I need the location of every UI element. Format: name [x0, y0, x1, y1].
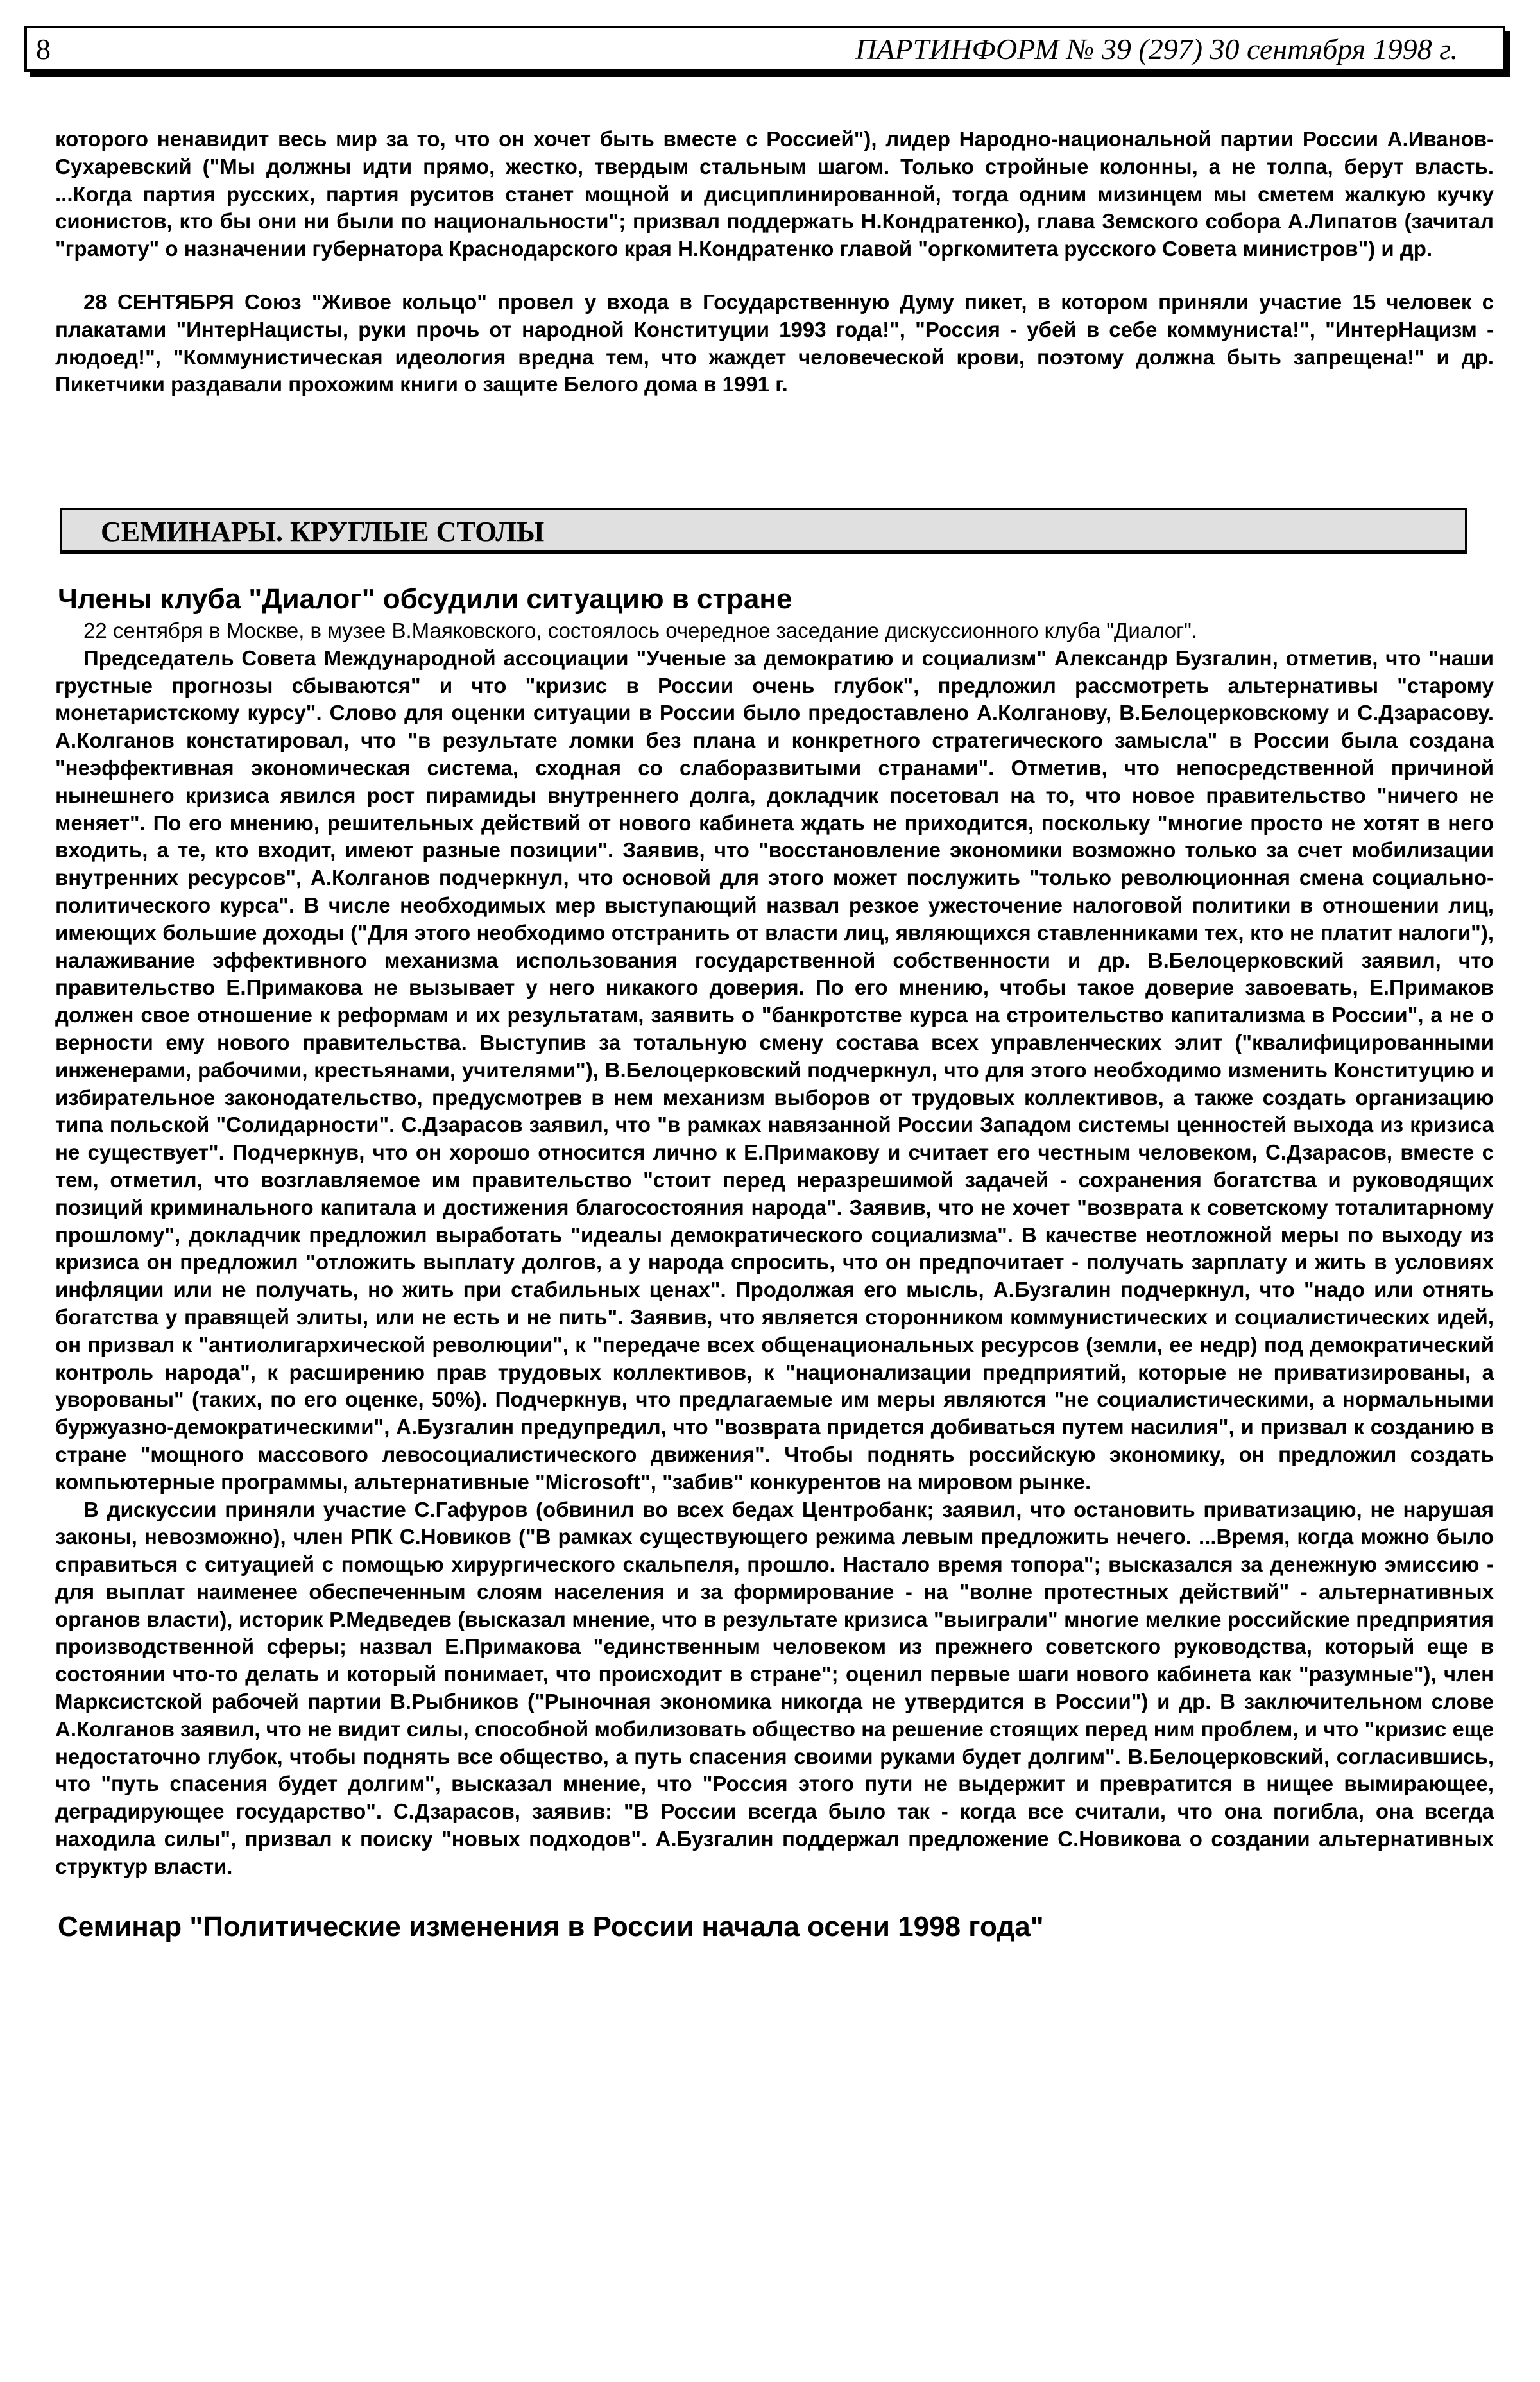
paragraph: 28 СЕНТЯБРЯ Союз "Живое кольцо" провел у входа в Государственную Думу пикет, в котором приняли участие 15 человек с плакатами "ИнтерНацисты, руки прочь от народной Конституции 1993 года!", "Россия - убей в себе коммуниста!", "ИнтерНацизм - людоед!", "Коммунистическая идеология вредна тем, что жаждет человеческой крови, поэтому должна быть запрещена!" и др. Пикетчики раздавали прохожим книги о защите Белого дома в 1991 г. [55, 289, 1494, 397]
paragraph: которого ненавидит весь мир за то, что он хочет быть вместе с Россией"), лидер Народно-национальной партии России А.Иванов-Сухаревский ("Мы должны идти прямо, жестко, твердым стальным шагом. Только стройные колонны, а не толпа, берут власть. ...Когда партия русских, партия руситов станет мощной и дисциплинированной, тогда одним мизинцем мы сметем жалкую кучку сионистов, кто бы они ни были по национальности"; призвал поддержать Н.Кондратенко), глава Земского собора А.Липатов (зачитал "грамоту" о назначении губернатора Краснодарского края Н.Кондратенко главой "оргкомитета русского Совета министров") и др. [55, 127, 1494, 261]
article-lead: 22 сентября в Москве, в музее В.Маяковского, состоялось очередное заседание дискуссионного клуба "Диалог". [83, 619, 1198, 642]
section-banner [60, 508, 1467, 554]
issue-info: ПАРТИНФОРМ № 39 (297) 30 сентября 1998 г. [855, 33, 1458, 65]
paragraph: Председатель Совета Международной ассоциации "Ученые за демократию и социализм" Александр Бузгалин, отметив, что "наши грустные прогнозы сбываются" и что "кризис в России очень глубок", предложил рассмотреть альтернативы "старому монетаристскому курсу". Слово для оценки ситуации в России было предоставлено А.Колганову, В.Белоцерковскому и С.Дзарасову. А.Колганов констатировал, что "в результате ломки без плана и конкретного стратегического замысла" в России была создана "неэффективная экономическая система, сходная со слаборазвитыми странами". Отметив, что непосредственной причиной нынешнего кризиса явился рост пирамиды внутреннего долга, докладчик посетовал на то, что новое правительство "ничего не меняет". По его мнению, решительных действий от нового кабинета ждать не приходится, поскольку "многие просто не хотят в него входить, а те, кто входит, имеют разные позиции". Заявив, что "восстановление экономики возможно только за счет мобилизации внутренних ресурсов", А.Колганов подчеркнул, что основой для этого может послужить "только революционная смена социально-политического курса". В числе необходимых мер выступающий назвал резкое ужесточение налоговой политики в отношении лиц, имеющих большие доходы ("Для этого необходимо отстранить от власти лиц, являющихся ставленниками тех, кто не платит налоги"), налаживание эффективного механизма использования государственной собственности и др. В.Белоцерковский заявил, что правительство Е.Примакова не вызывает у него никакого доверия. По его мнению, чтобы такое доверие завоевать, Е.Примаков должен свое отношение к реформам и их результатам, заявить о "банкротстве курса на строительство капитализма в России", а не о верности ему нового правительства. Выступив за тотальную смену состава всех управленческих элит ("квалифицированными инженерами, рабочими, крестьянами, учителями"), В.Белоцерковский подчеркнул, что для этого необходимо изменить Конституцию и избирательное законодательство, предусмотрев в нем механизм выборов от трудовых коллективов, а также создать организацию типа польской "Солидарности". С.Дзарасов заявил, что "в рамках навязанной России Западом системы ценностей выхода из кризиса не существует". Подчеркнув, что он хорошо относится лично к Е.Примакову и считает его честным человеком, С.Дзарасов, вместе с тем, отметил, что возглавляемое им правительство "стоит перед неразрешимой задачей - сохранения богатства и руководящих позиций криминального капитала и достижения благосостояния народа". Заявив, что не хочет "возврата к советскому тоталитарному прошлому", докладчик предложил выработать "идеалы демократического социализма". В качестве неотложной меры по выходу из кризиса он предложил "отложить выплату долгов, а у народа спросить, что он предпочитает - получать зарплату и жить в условиях инфляции или не получать, но жить при стабильных ценах". Продолжая его мысль, А.Бузгалин подчеркнул, что "надо или отнять богатства у правящей элиты, или не есть и не пить". Заявив, что является сторонником коммунистических и социалистических идей, он призвал к "антиолигархической революции", к "передаче всех общенациональных ресурсов (земли, ее недр) под демократический контроль народа", к расширению прав трудовых коллективов, к "национализации предприятий, которые не приватизированы, а уворованы" (таких, по его оценке, 50%). Подчеркнув, что предлагаемые им меры являются "не социалистическими, а нормальными буржуазно-демократическими", А.Бузгалин предупредил, что "возврата придется добиваться путем насилия", и призвал к созданию в стране "мощного массового левосоциалистического движения". Чтобы поднять российскую экономику, он предложил создать компьютерные программы, альтернативные "Microsoft", "забив" конкурентов на мировом рынке. [55, 646, 1494, 1494]
article-title: Члены клуба "Диалог" обсудили ситуацию в стране [58, 583, 792, 615]
article-dialog-club [55, 581, 1494, 1945]
page-number: 8 [36, 33, 51, 65]
article-title: Семинар "Политические изменения в России начала осени 1998 года" [58, 1910, 1044, 1942]
page-header [24, 26, 1505, 72]
section-title: СЕМИНАРЫ. КРУГЛЫЕ СТОЛЫ [101, 516, 545, 547]
paragraph: В дискуссии приняли участие С.Гафуров (обвинил во всех бедах Центробанк; заявил, что остановить приватизацию, не нарушая законы, невозможно), член РПК С.Новиков ("В рамках существующего режима левым предложить нечего. ...Время, когда можно было справиться с ситуацией с помощью хирургического скальпеля, прошло. Настало время топора"; высказался за денежную эмиссию - для выплат наименее обеспеченным слоям населения и за формирование - на "волне протестных действий" - альтернативных органов власти), историк Р.Медведев (высказал мнение, что в результате кризиса "выиграли" многие мелкие российские предприятия производственной сферы; назвал Е.Примакова "единственным человеком из прежнего советского руководства, который еще в состоянии что-то делать и который понимает, что происходит в стране"; оценил первые шаги нового кабинета как "разумные"), член Марксистской рабочей партии В.Рыбников ("Рыночная экономика никогда не утвердится в России") и др. В заключительном слове А.Колганов заявил, что не видит силы, способной мобилизовать общество на решение стоящих перед ним проблем, и что "кризис еще недостаточно глубок, чтобы поднять все общество, а путь спасения своими руками будет долгим". В.Белоцерковский, согласившись, что "путь спасения будет долгим", высказал мнение, что "Россия этого пути не выдержит и превратится в нищее вымирающее, деградирующее государство". С.Дзарасов, заявив: "В России всегда было так - когда все считали, что она погибла, она всегда находила силы", призвал к поиску "новых подходов". А.Бузгалин поддержал предложение С.Новикова о создании альтернативных структур власти. [55, 1497, 1494, 1878]
top-continuation [55, 126, 1494, 398]
